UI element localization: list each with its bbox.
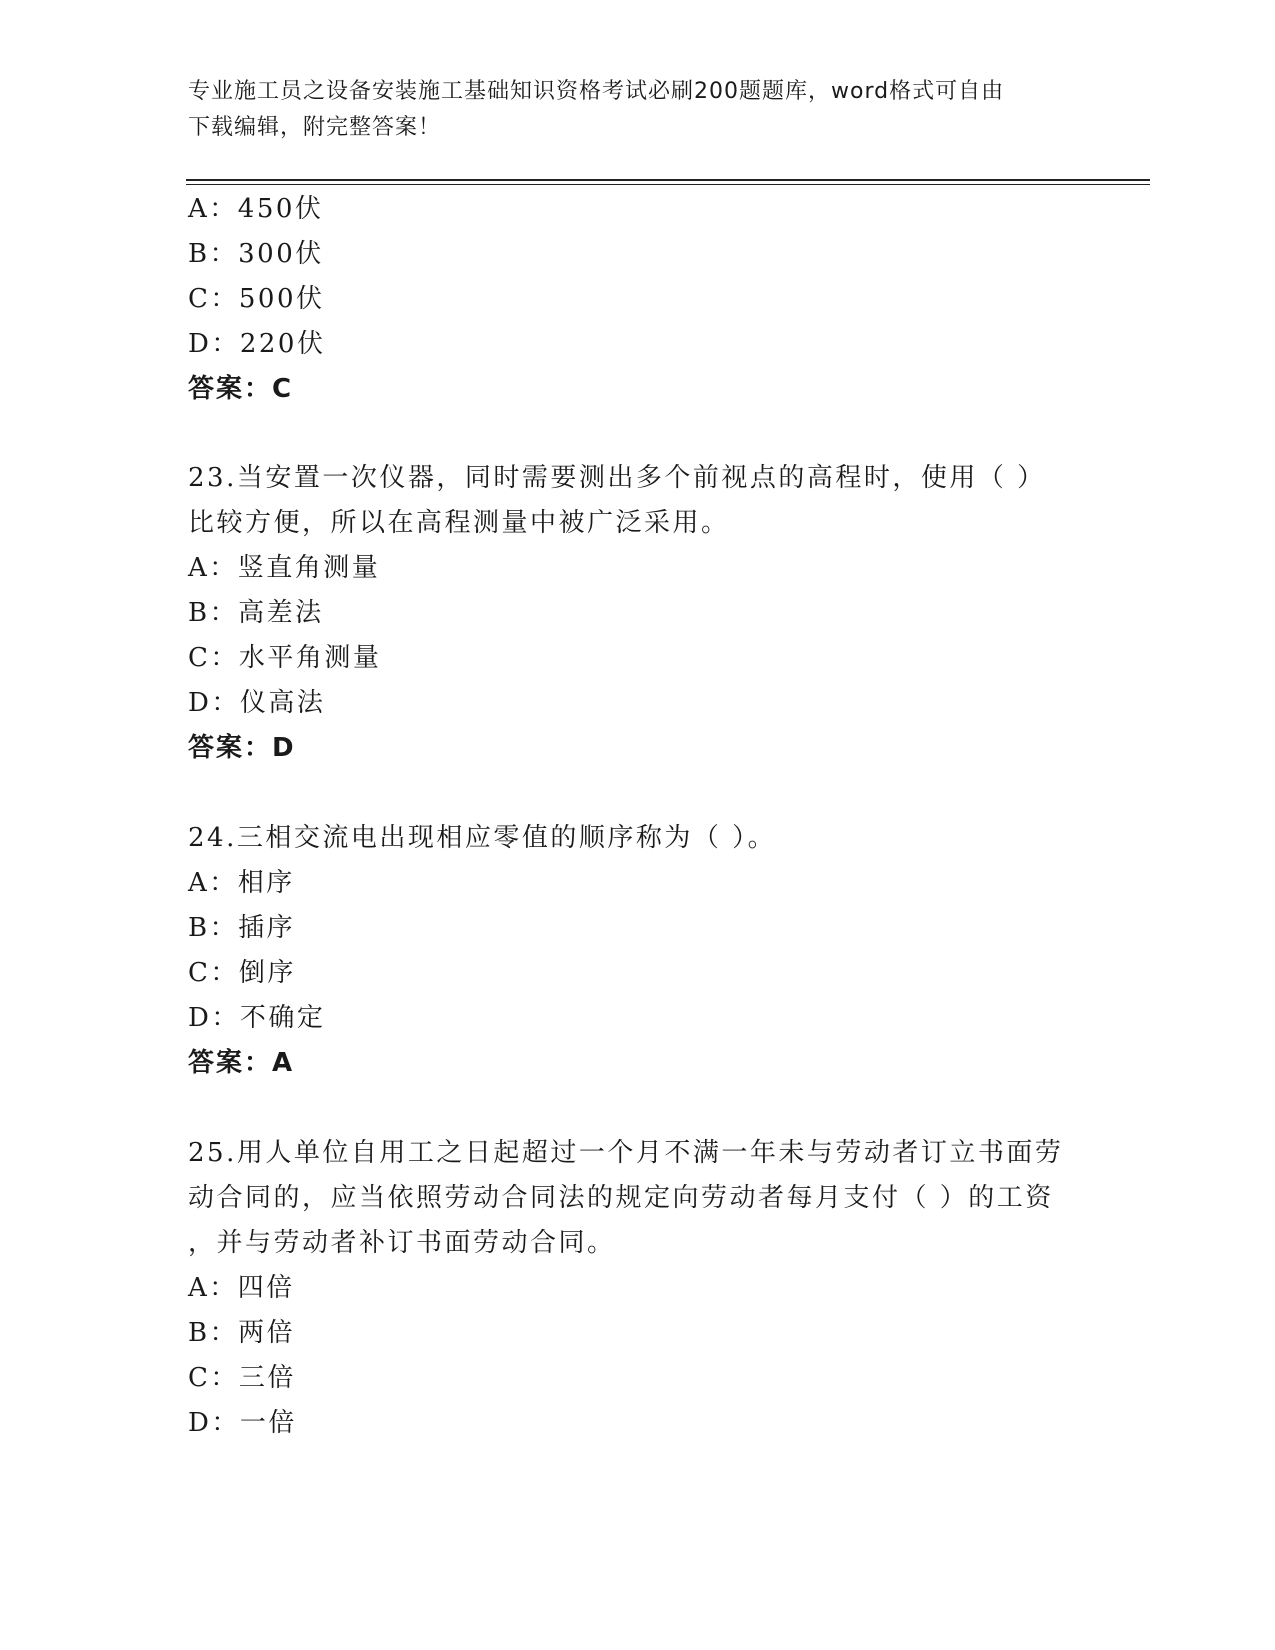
- q24-option-a: A：相序: [188, 868, 295, 898]
- header-divider: [186, 179, 1150, 181]
- q24-option-b: B：插序: [188, 913, 296, 943]
- q24-option-c: C：倒序: [188, 958, 296, 988]
- q24-text-line-1: 24.三相交流电出现相应零值的顺序称为（ ）。: [188, 823, 777, 853]
- q25-text-line-1: 25.用人单位自用工之日起超过一个月不满一年未与劳动者订立书面劳: [188, 1138, 1064, 1168]
- header-line-1: 专业施工员之设备安装施工基础知识资格考试必刷200题题库，word格式可自由: [188, 79, 1005, 104]
- q22-answer: 答案：C: [188, 374, 294, 404]
- q25-option-a: A：四倍: [188, 1273, 295, 1303]
- q22-option-c: C：500伏: [188, 284, 325, 314]
- q24-answer: 答案：A: [188, 1048, 295, 1078]
- q23-text-line-2: 比较方便，所以在高程测量中被广泛采用。: [188, 508, 730, 538]
- q23-option-d: D：仪高法: [188, 688, 326, 718]
- q25-option-d: D：一倍: [188, 1408, 297, 1438]
- q22-option-a: A：450伏: [188, 194, 324, 224]
- header-divider-thin: [186, 184, 1150, 185]
- q23-answer: 答案：D: [188, 733, 296, 763]
- q25-option-b: B：两倍: [188, 1318, 296, 1348]
- q25-text-line-3: ，并与劳动者补订书面劳动合同。: [188, 1228, 616, 1258]
- document-header: [188, 74, 1088, 146]
- q25-option-c: C：三倍: [188, 1363, 296, 1393]
- q23-option-a: A：竖直角测量: [188, 553, 381, 583]
- q22-option-d: D：220伏: [188, 329, 326, 359]
- q23-text-line-1: 23.当安置一次仪器，同时需要测出多个前视点的高程时，使用（ ）: [188, 463, 1046, 493]
- q23-option-b: B：高差法: [188, 598, 324, 628]
- q25-text-line-2: 动合同的，应当依照劳动合同法的规定向劳动者每月支付（ ）的工资: [188, 1183, 1054, 1213]
- header-line-2: 下载编辑，附完整答案！: [188, 115, 442, 140]
- q23-option-c: C：水平角测量: [188, 643, 382, 673]
- q22-option-b: B：300伏: [188, 239, 324, 269]
- q24-option-d: D：不确定: [188, 1003, 326, 1033]
